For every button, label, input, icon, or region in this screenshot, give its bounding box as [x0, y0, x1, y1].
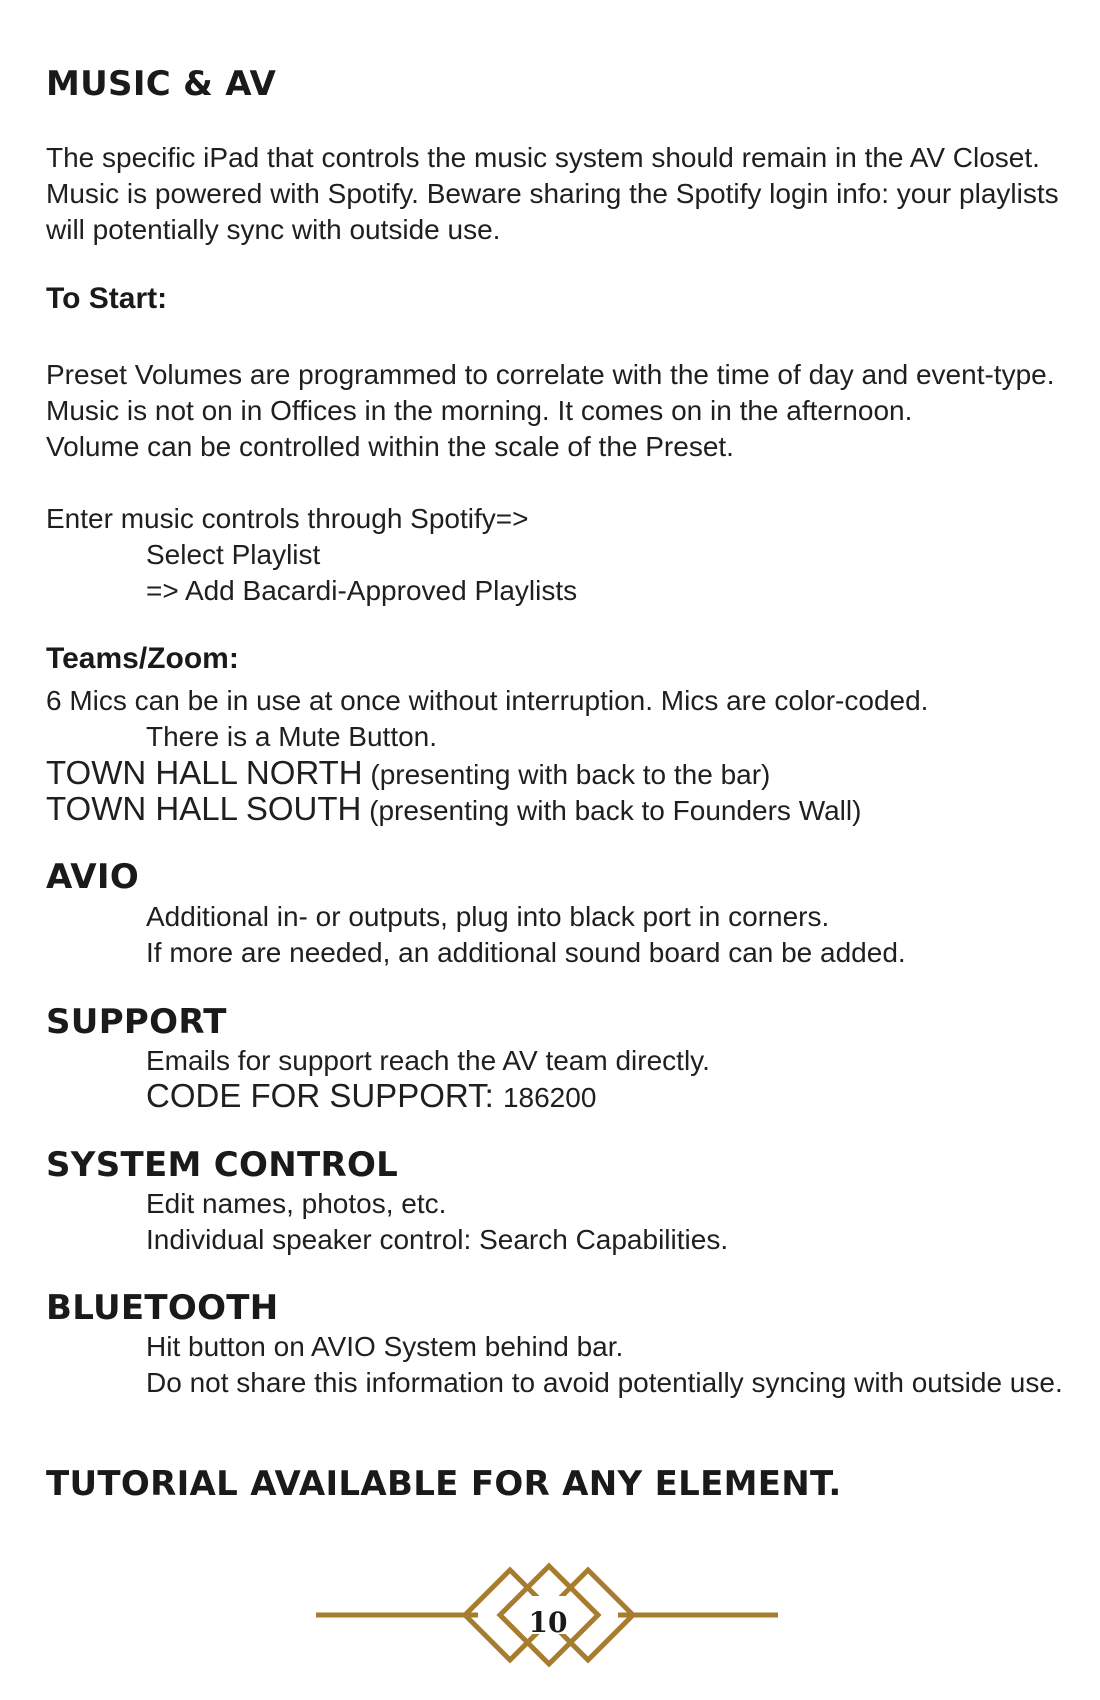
- page-number: 10: [528, 1606, 568, 1639]
- section-heading-support: SUPPORT: [46, 1002, 227, 1042]
- to-start-line-2: Music is not on in Offices in the morning. It comes on in the afternoon.: [46, 395, 913, 426]
- section-heading-teams-zoom: Teams/Zoom:: [46, 642, 239, 675]
- to-start-step-3: => Add Bacardi-Approved Playlists: [146, 575, 578, 606]
- town-hall-north-line: [46, 755, 770, 793]
- to-start-step-2: Select Playlist: [146, 539, 321, 570]
- section-heading-to-start: To Start:: [46, 282, 168, 315]
- system-control-line-1: Edit names, photos, etc.: [146, 1188, 447, 1219]
- bluetooth-line-2: Do not share this information to avoid potentially syncing with outside use.: [146, 1367, 1063, 1398]
- to-start-line-1: Preset Volumes are programmed to correlate with the time of day and event-type.: [46, 359, 1055, 390]
- tutorial-note: TUTORIAL AVAILABLE FOR ANY ELEMENT.: [46, 1464, 842, 1504]
- avio-line-1: Additional in- or outputs, plug into black port in corners.: [146, 901, 830, 932]
- teams-zoom-line-2: There is a Mute Button.: [146, 721, 438, 752]
- section-heading-system-control: SYSTEM CONTROL: [46, 1145, 399, 1185]
- avio-line-2: If more are needed, an additional sound board can be added.: [146, 937, 906, 968]
- music-av-line-3: will potentially sync with outside use.: [46, 214, 501, 245]
- support-line-1: Emails for support reach the AV team directly.: [146, 1045, 710, 1076]
- town-hall-south-name: TOWN HALL SOUTH: [46, 790, 362, 827]
- music-av-line-2: Music is powered with Spotify. Beware sharing the Spotify login info: your playlists: [46, 178, 1059, 209]
- town-hall-north-name: TOWN HALL NORTH: [46, 754, 363, 791]
- to-start-line-3: Volume can be controlled within the scale of the Preset.: [46, 431, 734, 462]
- teams-zoom-line-1: 6 Mics can be in use at once without interruption. Mics are color-coded.: [46, 685, 929, 716]
- system-control-line-2: Individual speaker control: Search Capabilities.: [146, 1224, 729, 1255]
- town-hall-south-line: [46, 791, 861, 829]
- music-av-line-1: The specific iPad that controls the music system should remain in the AV Closet.: [46, 142, 1040, 173]
- bluetooth-line-1: Hit button on AVIO System behind bar.: [146, 1331, 624, 1362]
- section-heading-avio: AVIO: [46, 857, 140, 897]
- to-start-step-1: Enter music controls through Spotify=>: [46, 503, 529, 534]
- town-hall-south-note: (presenting with back to Founders Wall): [361, 795, 862, 826]
- section-heading-music-av: MUSIC & AV: [46, 64, 277, 104]
- support-code-value: 186200: [502, 1082, 597, 1113]
- section-heading-bluetooth: BLUETOOTH: [46, 1288, 279, 1328]
- support-code-line: [146, 1078, 596, 1116]
- support-code-label: CODE FOR SUPPORT:: [146, 1077, 503, 1114]
- town-hall-north-note: (presenting with back to the bar): [362, 759, 771, 790]
